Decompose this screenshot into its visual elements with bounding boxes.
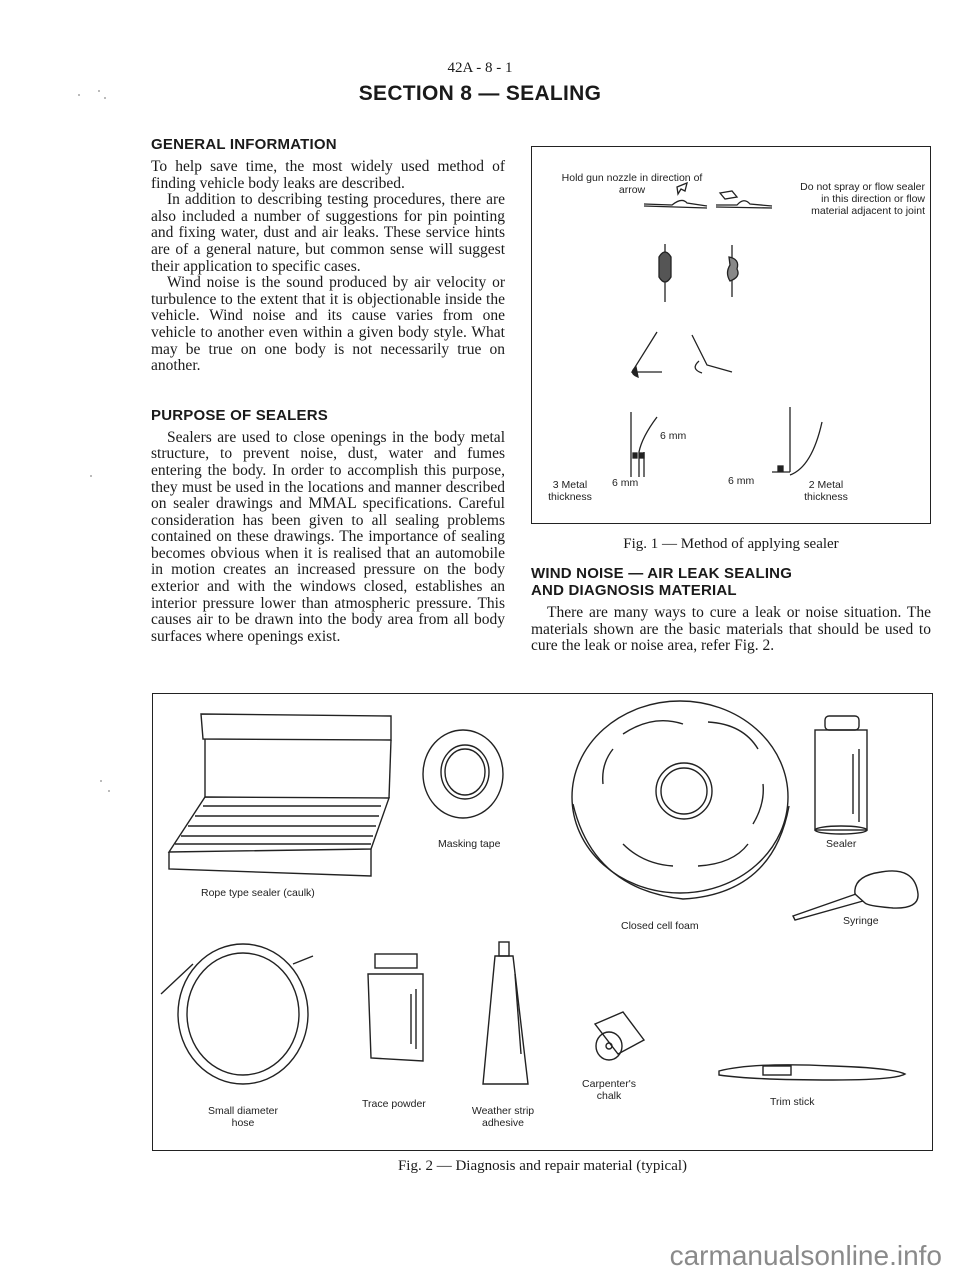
materials-drawing [153,694,934,1152]
label-carpenters-chalk [578,1078,640,1102]
sealer-can-icon [815,716,867,834]
label-adhesive-line2: adhesive [481,1117,525,1129]
label-2-metal-thickness: 2 Metal thickness [804,479,848,503]
label-sealer: Sealer [826,838,857,850]
arrow-incorrect-icon [720,191,737,199]
adhesive-tube-icon [483,942,528,1084]
label-syringe: Syringe [843,915,879,927]
scan-speck [108,790,110,792]
label-hold-gun: Hold gun nozzle in direction of arrow [561,172,703,196]
label-trim-stick: Trim stick [770,1096,815,1108]
page-number: 42A - 8 - 1 [447,60,513,76]
label-masking-tape: Masking tape [438,838,501,850]
figure-1-sealer-method [531,146,931,524]
label-chalk-line1: Carpenter's [582,1078,636,1090]
general-info-paragraph-3: Wind noise is the sound produced by air velocity or turbulence to the extent that it is objectionable inside the vehicle. Wind noise and its cause varies from one vehicle to another even within a given body style. What may be true on one body is not necessarily true on another. [151,274,505,375]
rope-sealer-box-icon [169,714,391,876]
scan-speck [100,780,102,782]
general-info-paragraph-2: In addition to describing testing procedures, there are also included a number of suggestions for pin pointing and fixing water, dust and air leaks. These service hints are of a general nature, but common sense will suggest their application to specific cases. [151,191,505,275]
syringe-icon [793,871,918,920]
section-title: SECTION 8 — SEALING [358,82,602,105]
figure-2-caption: Fig. 2 — Diagnosis and repair material (typical) [397,1158,688,1174]
label-weather-strip-adhesive [463,1105,543,1129]
dim-6mm-top: 6 mm [660,430,687,442]
scan-speck [104,97,106,99]
wind-noise-heading-line1: WIND NOISE — AIR LEAK SEALING [531,565,793,582]
general-information-heading: GENERAL INFORMATION [151,136,337,153]
label-hose-line1: Small diameter [207,1105,279,1117]
watermark[interactable]: carmanualsonline.info [669,1240,942,1271]
closed-cell-foam-icon [572,701,789,899]
label-rope-sealer: Rope type sealer (caulk) [201,887,315,899]
trace-powder-can-icon [368,954,423,1061]
sealer-application-drawing [532,147,932,525]
label-do-not-spray: Do not spray or flow sealer in this direction or flow material adjacent to joint [800,181,925,217]
small-diameter-hose-icon [161,944,313,1084]
purpose-paragraph: Sealers are used to close openings in the body metal structure, to prevent noise, dust, water and fumes entering the body. In order to accomplish this purpose, they must be used in the locations and manner described on sealer drawings and MMAL specifications. Careful consideration has been given to all sealing problems contained on these drawings. The importance of sealing becomes obvious when it is realised that an automobile in motion creates an increased pressure on the body exterior and with the windows closed, establishes an interior pressure lower than atmospheric pressure. This causes air to be drawn into the body area from all body surfaces where openings exist. [151,428,505,645]
label-chalk-line2: chalk [596,1090,622,1102]
label-hose-line2: hose [231,1117,255,1129]
label-trace-powder: Trace powder [362,1098,426,1110]
right-column [531,565,931,655]
scan-speck [78,94,80,96]
dim-6mm-bottom: 6 mm [612,477,639,489]
masking-tape-icon [423,730,503,818]
figure-2-materials [152,693,933,1151]
purpose-of-sealers-heading: PURPOSE OF SEALERS [151,406,328,424]
label-small-diameter-hose [203,1105,283,1129]
label-adhesive-line1: Weather strip [471,1105,535,1117]
label-3-metal-thickness: 3 Metal thickness [548,479,592,503]
scan-speck [90,475,92,477]
dim-6mm-right: 6 mm [728,475,755,487]
figure-1-caption: Fig. 1 — Method of applying sealer [623,536,839,552]
carpenters-chalk-icon [595,1012,644,1060]
label-closed-cell-foam: Closed cell foam [621,920,699,932]
left-column [151,136,505,645]
trim-stick-icon [719,1065,905,1080]
arrow-correct-icon [677,183,687,194]
scan-speck [98,90,100,92]
wind-noise-heading-line2: AND DIAGNOSIS MATERIAL [531,582,737,599]
wind-noise-paragraph: There are many ways to cure a leak or noise situation. The materials shown are the basic materials that should be used to cure the leak or noise area, refer Fig. 2. [531,604,931,655]
general-info-paragraph-1: To help save time, the most widely used method of finding vehicle body leaks are described. [151,158,505,192]
